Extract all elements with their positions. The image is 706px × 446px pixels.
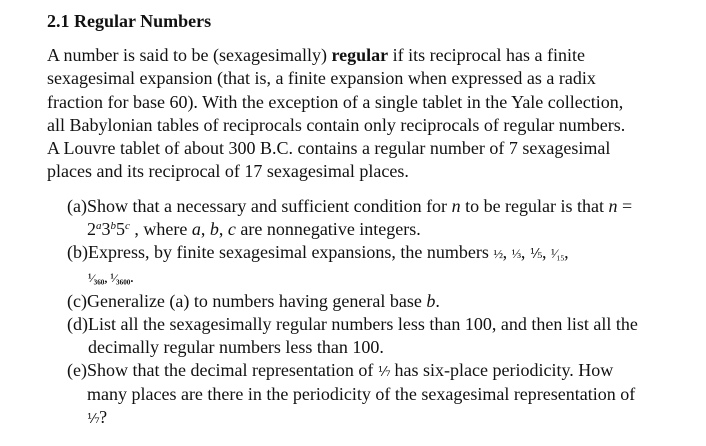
text: has six-place periodicity. How many places are there in the periodicity of the sexagesimal representation of (86, 359, 636, 404)
var-b: b (209, 218, 219, 239)
var-n: n (608, 195, 618, 216)
exercise-label: (c) (67, 290, 87, 311)
text: Show that the decimal representation of (86, 359, 378, 380)
exercise-body (88, 241, 657, 290)
text: = 2 (86, 195, 633, 239)
fraction-3600th: ¹⁄₃₆₀₀ (110, 270, 131, 285)
intro-paragraph (47, 44, 627, 184)
exp-var-a: a (95, 219, 102, 232)
exercise-b (67, 241, 657, 290)
text: . (130, 270, 134, 285)
exp-var-b: b (110, 219, 116, 232)
exercise-list (47, 195, 706, 430)
exercise-label: (e) (67, 359, 87, 380)
text: , (200, 218, 210, 239)
exercise-label: (a) (67, 195, 87, 216)
text: Express, by finite sexagesimal expansions, the numbers (88, 241, 494, 262)
exercise-body (87, 290, 657, 313)
fraction-fifth: ⅕ (529, 245, 543, 261)
var-b: b (426, 290, 436, 311)
exp-var-c: c (124, 219, 130, 232)
intro-text-post: if its reciprocal has a finite sexagesimal expansion (that is, a finite expansion when expressed as a radix fraction for base 60). With the exception of a single tablet in the Yale collection, all Babylonian tables of reciprocals contain only reciprocals of regular numbers. A Louvre tablet of about 300 B.C. contains a regular number of 7 sexagesimal places and its reciprocal of 17 sexagesimal places. (47, 45, 626, 182)
var-a: a (191, 218, 201, 239)
text: 5 (115, 218, 125, 239)
exercise-c (67, 290, 657, 313)
fraction-fifteenth: ¹⁄₁₅ (551, 245, 565, 261)
fraction-third: ⅓ (511, 245, 521, 261)
exercise-body (87, 195, 657, 241)
text: ? (99, 406, 108, 427)
text: , (564, 241, 569, 262)
exercise-label: (d) (67, 313, 88, 334)
section-title: 2.1 Regular Numbers (47, 11, 212, 31)
text: , (104, 270, 111, 285)
text: 3 (101, 218, 111, 239)
text: to be regular is that (460, 195, 609, 216)
intro-text-pre: A number is said to be (sexagesimally) (47, 45, 332, 65)
fraction-360th: ¹⁄₃₆₀ (88, 270, 105, 285)
text: . (435, 290, 440, 311)
exercise-body: List all the sexagesimally regular numbers less than 100, and then list all the decimally regular numbers less than 100. (88, 313, 638, 357)
var-c: c (227, 218, 236, 239)
text: are nonnegative integers. (235, 218, 421, 239)
exercise-d (67, 313, 657, 359)
fraction-seventh: ⅐ (86, 410, 100, 426)
exercise-e (67, 359, 657, 430)
exercise-a (67, 195, 657, 241)
text: , (502, 241, 512, 262)
text: , (520, 241, 530, 262)
intro-term-regular: regular (331, 45, 389, 65)
exercise-label: (b) (67, 241, 88, 262)
text: , where (129, 218, 192, 239)
var-n: n (451, 195, 461, 216)
fraction-half: ½ (493, 245, 503, 261)
fraction-seventh: ⅐ (377, 363, 391, 379)
text: Generalize (a) to numbers having general base (86, 290, 427, 311)
text: , (542, 241, 552, 262)
exercise-body (87, 359, 657, 430)
text: , (218, 218, 228, 239)
text: Show that a necessary and sufficient condition for (86, 195, 452, 216)
